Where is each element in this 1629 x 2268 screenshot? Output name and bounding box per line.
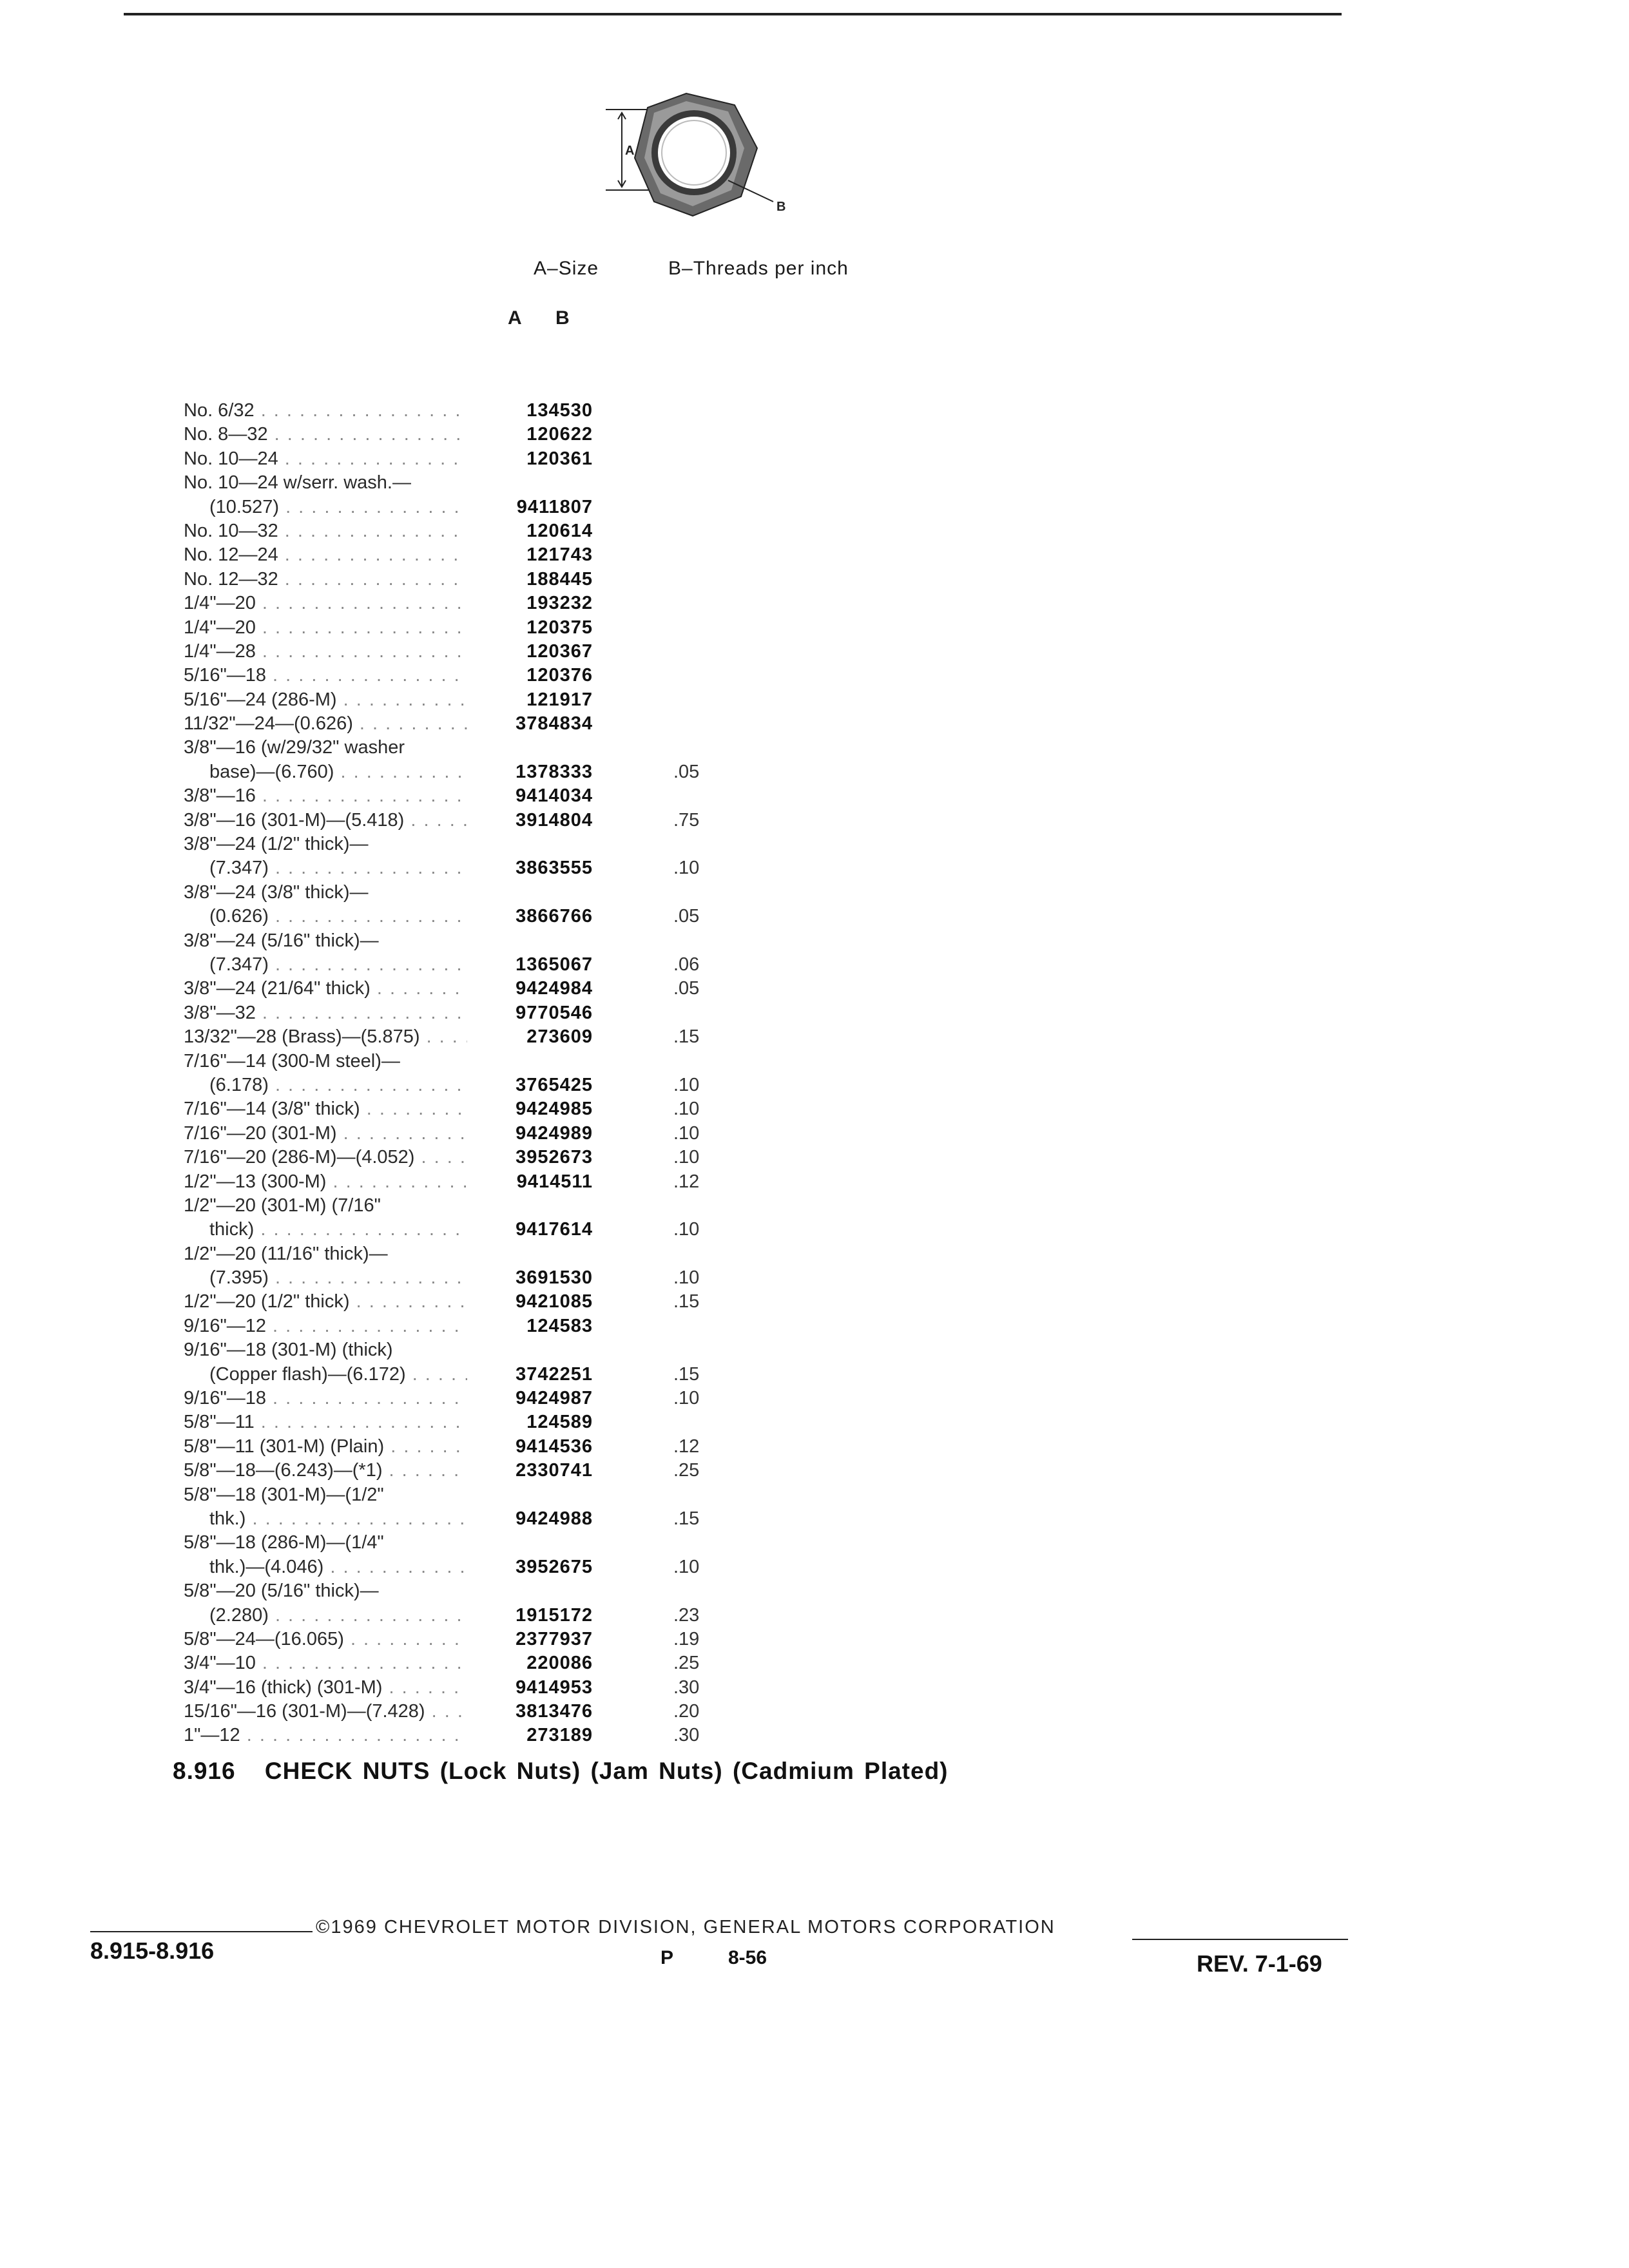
list-item [184, 1651, 828, 1675]
part-number: 121917 [526, 689, 593, 710]
part-number: 2330741 [516, 1460, 593, 1481]
item-value: .12 [673, 1436, 700, 1457]
item-description: (7.395) . . . [209, 1266, 467, 1290]
item-description: No. 12—24 . . . [184, 543, 467, 567]
list-item [184, 1604, 828, 1628]
hex-nut-icon [596, 87, 802, 229]
part-number: 120375 [526, 617, 593, 638]
item-value: .10 [673, 1099, 700, 1120]
item-description: 9/16"—18 . . . [184, 1387, 467, 1410]
item-value: .05 [673, 761, 700, 782]
page-number: 8-56 [728, 1947, 767, 1968]
item-value: .23 [673, 1604, 700, 1626]
item-description: No. 10—32 . . . [184, 519, 467, 543]
part-number: 9421085 [516, 1291, 593, 1312]
item-description: 3/8"—16 . . . [184, 784, 467, 808]
item-description: 5/8"—20 (5/16" thick)— [184, 1581, 379, 1602]
list-item [184, 784, 828, 808]
list-item [184, 1579, 828, 1603]
part-number: 120614 [526, 520, 593, 541]
list-item [184, 1410, 828, 1434]
item-value: .20 [673, 1701, 700, 1722]
item-value: .10 [673, 1074, 700, 1095]
part-number: 273609 [526, 1026, 593, 1048]
part-number: 120367 [526, 640, 593, 662]
part-number: 3742251 [516, 1363, 593, 1385]
top-rule [124, 13, 1342, 15]
list-item [184, 1724, 828, 1747]
list-item [184, 929, 828, 953]
footer-rule-left [90, 1931, 313, 1932]
list-item [184, 640, 828, 664]
item-value: .15 [673, 1508, 700, 1529]
part-number: 9770546 [516, 1002, 593, 1023]
list-item [184, 688, 828, 712]
list-item [184, 856, 828, 880]
item-value: .75 [673, 809, 700, 831]
part-number: 120622 [526, 424, 593, 445]
item-description: No. 10—24 . . . [184, 447, 467, 471]
list-item [184, 1628, 828, 1651]
list-item [184, 664, 828, 687]
item-value: .30 [673, 1677, 700, 1698]
item-description: (2.280) . . . [209, 1604, 467, 1628]
item-value: .05 [673, 978, 700, 999]
part-number: 1915172 [516, 1604, 593, 1626]
item-description: 1/2"—13 (300-M) . . . [184, 1170, 467, 1194]
item-description: 3/8"—24 (3/8" thick)— [184, 881, 369, 903]
list-item [184, 1001, 828, 1025]
item-description: 3/8"—16 (301-M)—(5.418) . . . [184, 809, 467, 832]
list-item [184, 1097, 828, 1121]
item-value: .10 [673, 1147, 700, 1168]
list-item [184, 543, 828, 567]
item-value: .15 [673, 1291, 700, 1312]
list-item [184, 1363, 828, 1387]
column-header-a: A [508, 307, 522, 329]
list-item [184, 1073, 828, 1097]
list-item [184, 399, 828, 423]
figure-label-b: B [776, 200, 786, 214]
section-number: 8.916 [173, 1758, 236, 1784]
list-item [184, 1676, 828, 1700]
part-number: 220086 [526, 1653, 593, 1674]
item-value: .12 [673, 1171, 700, 1192]
item-description: 7/16"—20 (286-M)—(4.052) . . . [184, 1146, 467, 1169]
legend-size: A–Size [534, 258, 599, 279]
item-description: (Copper flash)—(6.172) . . . [209, 1363, 467, 1387]
list-item [184, 423, 828, 447]
item-value: .10 [673, 1122, 700, 1144]
item-description: 1/4"—20 . . . [184, 591, 467, 615]
item-value: .10 [673, 1219, 700, 1240]
list-item [184, 760, 828, 784]
list-item [184, 1435, 828, 1459]
footer-rule-right [1132, 1939, 1348, 1940]
list-item [184, 1314, 828, 1338]
list-item [184, 1170, 828, 1194]
item-description: 1/2"—20 (301-M) (7/16" [184, 1195, 381, 1216]
list-item [184, 953, 828, 977]
figure-label-a: A [625, 144, 635, 158]
part-number: 124589 [526, 1412, 593, 1433]
list-item [184, 1483, 828, 1507]
part-number: 9417614 [516, 1219, 593, 1240]
item-description: 5/16"—18 . . . [184, 664, 467, 687]
list-item [184, 447, 828, 471]
item-description: 1/4"—20 . . . [184, 616, 467, 640]
item-description: 3/8"—24 (5/16" thick)— [184, 930, 379, 951]
part-number: 3691530 [516, 1267, 593, 1289]
item-description: 3/8"—32 . . . [184, 1001, 467, 1025]
list-item [184, 1459, 828, 1483]
list-item [184, 1146, 828, 1169]
item-description: 3/8"—24 (21/64" thick) . . . [184, 977, 467, 1001]
list-item [184, 1025, 828, 1049]
list-item [184, 616, 828, 640]
part-number: 120376 [526, 665, 593, 686]
item-value: .25 [673, 1460, 700, 1481]
item-description: No. 8—32 . . . [184, 423, 467, 447]
list-item [184, 1531, 828, 1555]
part-number: 9414511 [516, 1171, 593, 1192]
section-range: 8.915-8.916 [90, 1937, 215, 1964]
item-description: 1/2"—20 (1/2" thick) . . . [184, 1290, 467, 1314]
part-number: 9414953 [516, 1677, 593, 1698]
item-description: No. 12—32 . . . [184, 568, 467, 591]
list-item [184, 1700, 828, 1724]
part-number: 9411807 [516, 496, 593, 517]
list-item [184, 1050, 828, 1073]
list-item [184, 495, 828, 519]
item-description: thk.)—(4.046) . . . [209, 1555, 467, 1579]
list-item [184, 568, 828, 591]
parts-list [184, 399, 828, 1748]
item-description: thick) . . . [209, 1218, 467, 1242]
item-description: No. 6/32 . . . [184, 399, 467, 423]
list-item [184, 1290, 828, 1314]
part-number: 9424989 [516, 1122, 593, 1144]
item-value: .10 [673, 1267, 700, 1289]
item-value: .06 [673, 954, 700, 975]
item-description: 3/4"—10 . . . [184, 1651, 467, 1675]
part-number: 9414536 [516, 1436, 593, 1457]
item-description: 5/8"—11 . . . [184, 1410, 467, 1434]
part-number: 9424984 [516, 978, 593, 999]
list-item [184, 1266, 828, 1290]
part-number: 193232 [526, 593, 593, 614]
list-item [184, 471, 828, 495]
item-description: 5/8"—24—(16.065) . . . [184, 1628, 467, 1651]
part-number: 9414034 [516, 785, 593, 807]
list-item [184, 809, 828, 832]
list-item [184, 591, 828, 615]
part-number: 1365067 [516, 954, 593, 975]
item-description: 9/16"—18 (301-M) (thick) [184, 1340, 393, 1361]
part-number: 3866766 [516, 906, 593, 927]
part-number: 3813476 [516, 1701, 593, 1722]
column-header-b: B [555, 307, 570, 329]
part-number: 124583 [526, 1315, 593, 1336]
list-item [184, 1387, 828, 1410]
item-description: base)—(6.760) . . . [209, 760, 467, 784]
item-description: 7/16"—14 (3/8" thick) . . . [184, 1097, 467, 1121]
list-item [184, 977, 828, 1001]
section-title: CHECK NUTS (Lock Nuts) (Jam Nuts) (Cadmium Plated) [264, 1758, 949, 1784]
part-number: 188445 [526, 568, 593, 590]
item-description: 5/8"—18 (286-M)—(1/4" [184, 1532, 384, 1553]
part-number: 3952673 [516, 1147, 593, 1168]
revision-date: REV. 7-1-69 [1197, 1950, 1322, 1977]
list-item [184, 1218, 828, 1242]
list-item [184, 519, 828, 543]
item-description: 13/32"—28 (Brass)—(5.875) . . . [184, 1025, 467, 1049]
legend-threads: B–Threads per inch [668, 258, 849, 279]
copyright-notice: ©1969 CHEVROLET MOTOR DIVISION, GENERAL MOTORS CORPORATION [316, 1917, 1055, 1937]
item-description: 1/4"—28 . . . [184, 640, 467, 664]
list-item [184, 712, 828, 736]
item-description: (10.527) . . . [209, 495, 467, 519]
item-value: .05 [673, 906, 700, 927]
part-number: 120361 [526, 448, 593, 469]
item-description: thk.) . . . [209, 1507, 467, 1531]
item-description: 3/8"—16 (w/29/32" washer [184, 737, 405, 758]
part-number: 2377937 [516, 1628, 593, 1649]
item-value: .15 [673, 1026, 700, 1048]
item-description: 9/16"—12 . . . [184, 1314, 467, 1338]
list-item [184, 736, 828, 760]
item-description: 5/8"—18—(6.243)—(*1) . . . [184, 1459, 467, 1483]
item-description: 3/8"—24 (1/2" thick)— [184, 834, 369, 855]
item-description: 7/16"—14 (300-M steel)— [184, 1050, 400, 1072]
part-number: 3784834 [516, 713, 593, 735]
item-description: 5/8"—11 (301-M) (Plain) . . . [184, 1435, 467, 1459]
list-item [184, 905, 828, 928]
part-number: 9424985 [516, 1099, 593, 1120]
list-item [184, 1555, 828, 1579]
item-description: 5/16"—24 (286-M) . . . [184, 688, 467, 712]
item-description: 15/16"—16 (301-M)—(7.428) . . . [184, 1700, 467, 1724]
item-value: .15 [673, 1363, 700, 1385]
part-number: 3765425 [516, 1074, 593, 1095]
item-description: (7.347) . . . [209, 856, 467, 880]
item-value: .10 [673, 1388, 700, 1409]
list-item [184, 1242, 828, 1266]
item-value: .10 [673, 1556, 700, 1577]
item-value: .19 [673, 1628, 700, 1649]
list-item [184, 1338, 828, 1362]
list-item [184, 832, 828, 856]
item-description: 1"—12 . . . [184, 1724, 467, 1747]
item-description: No. 10—24 w/serr. wash.— [184, 472, 411, 494]
item-description: 3/4"—16 (thick) (301-M) . . . [184, 1676, 467, 1700]
list-item [184, 1507, 828, 1531]
part-number: 9424987 [516, 1388, 593, 1409]
part-number: 273189 [526, 1725, 593, 1746]
part-number: 3863555 [516, 858, 593, 879]
section-heading [173, 1758, 949, 1785]
page-label: P [660, 1947, 674, 1968]
part-number: 3914804 [516, 809, 593, 831]
item-description: 1/2"—20 (11/16" thick)— [184, 1243, 388, 1264]
part-number: 121743 [526, 544, 593, 566]
item-value: .25 [673, 1653, 700, 1674]
list-item [184, 1194, 828, 1218]
item-value: .30 [673, 1725, 700, 1746]
part-number: 1378333 [516, 761, 593, 782]
part-number: 3952675 [516, 1556, 593, 1577]
part-number: 134530 [526, 400, 593, 421]
item-description: 7/16"—20 (301-M) . . . [184, 1122, 467, 1146]
list-item [184, 881, 828, 905]
list-item [184, 1122, 828, 1146]
item-description: 11/32"—24—(0.626) . . . [184, 712, 467, 736]
part-number: 9424988 [516, 1508, 593, 1529]
item-description: (6.178) . . . [209, 1073, 467, 1097]
item-description: 5/8"—18 (301-M)—(1/2" [184, 1484, 384, 1505]
item-description: (7.347) . . . [209, 953, 467, 977]
item-value: .10 [673, 858, 700, 879]
item-description: (0.626) . . . [209, 905, 467, 928]
